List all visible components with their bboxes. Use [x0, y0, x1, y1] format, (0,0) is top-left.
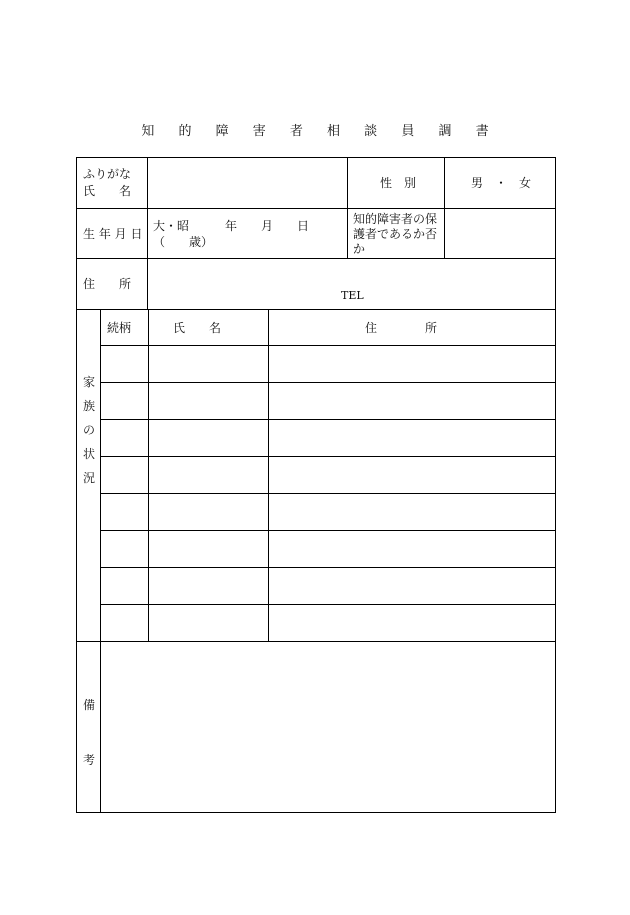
- family-row-divider: [100, 604, 556, 605]
- name-label: 氏 名: [83, 184, 132, 198]
- age-line[interactable]: （ 歳）: [153, 235, 214, 249]
- guardian-label-line-3: か: [353, 242, 366, 256]
- col-divider: [444, 157, 445, 259]
- family-row-divider: [100, 382, 556, 383]
- family-header-relation: 続柄: [107, 321, 132, 335]
- family-label-char: 家: [82, 375, 95, 389]
- col-divider: [147, 157, 148, 309]
- remarks-label-char: 備: [82, 698, 95, 712]
- document-title: 知 的 障 害 者 相 談 員 調 書: [141, 124, 499, 139]
- row-divider: [76, 258, 556, 259]
- furigana-label: ふりがな: [83, 167, 132, 181]
- family-row-divider: [100, 345, 556, 346]
- family-row-divider: [100, 456, 556, 457]
- col-divider: [148, 309, 149, 641]
- family-row-divider: [100, 530, 556, 531]
- remarks-label: [77, 678, 101, 788]
- birthdate-era-line[interactable]: 大・昭 年 月 日: [153, 219, 310, 233]
- row-divider: [76, 641, 556, 642]
- row-divider: [76, 208, 556, 209]
- remarks-label-char: 考: [82, 753, 95, 767]
- table-right-border: [555, 157, 556, 813]
- gender-options[interactable]: 男 ・ 女: [471, 176, 532, 190]
- family-header-name: 氏 名: [173, 321, 222, 335]
- family-header-address: 住 所: [365, 321, 438, 335]
- tel-label: TEL: [341, 289, 364, 302]
- family-row-divider: [100, 493, 556, 494]
- family-label-char: 況: [82, 471, 95, 485]
- family-label-char: 状: [82, 447, 95, 461]
- table-bottom-border: [76, 812, 556, 813]
- table-top-border: [76, 157, 556, 158]
- col-divider: [347, 157, 348, 259]
- gender-label: 性 別: [380, 176, 417, 190]
- birthdate-label: 生 年 月 日: [83, 227, 143, 241]
- family-section-label: [77, 370, 101, 490]
- family-label-char: 族: [82, 399, 95, 413]
- guardian-label-line-2: 護者であるか否: [353, 227, 438, 241]
- family-label-char: の: [82, 423, 95, 437]
- family-row-divider: [100, 419, 556, 420]
- family-row-divider: [100, 567, 556, 568]
- col-divider: [268, 309, 269, 641]
- guardian-label-line-1: 知的障害者の保: [353, 212, 438, 226]
- address-label: 住 所: [83, 277, 132, 291]
